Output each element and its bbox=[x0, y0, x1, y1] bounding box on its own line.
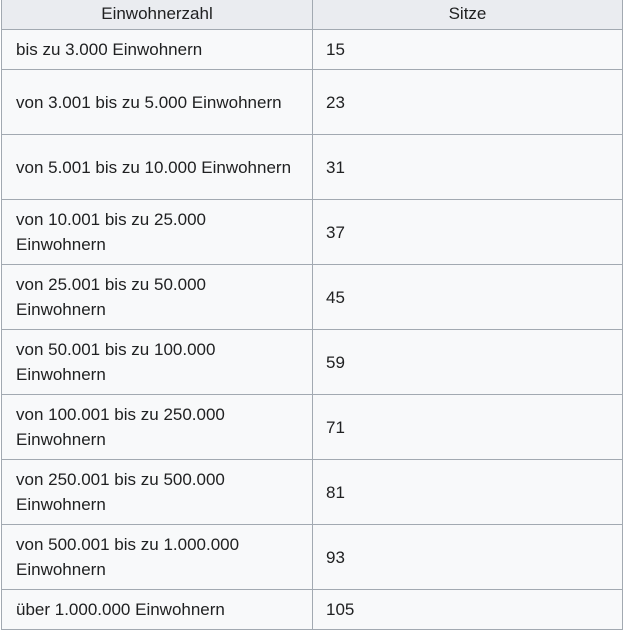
seats-cell: 45 bbox=[313, 265, 623, 330]
population-range-cell: von 5.001 bis zu 10.000 Einwohnern bbox=[2, 135, 313, 200]
table-body bbox=[2, 30, 623, 630]
table-row bbox=[2, 265, 623, 330]
header-population[interactable]: Einwohnerzahl bbox=[2, 0, 313, 30]
population-range-cell: von 500.001 bis zu 1.000.000 Einwohnern bbox=[2, 525, 313, 590]
table-row bbox=[2, 30, 623, 70]
table-row bbox=[2, 70, 623, 135]
table-row bbox=[2, 330, 623, 395]
table-header bbox=[2, 0, 623, 30]
seats-cell: 23 bbox=[313, 70, 623, 135]
seats-cell: 71 bbox=[313, 395, 623, 460]
population-range-cell: von 250.001 bis zu 500.000 Einwohnern bbox=[2, 460, 313, 525]
seats-cell: 31 bbox=[313, 135, 623, 200]
seats-cell: 93 bbox=[313, 525, 623, 590]
header-seats[interactable]: Sitze bbox=[313, 0, 623, 30]
population-range-cell: bis zu 3.000 Einwohnern bbox=[2, 30, 313, 70]
seats-table bbox=[1, 0, 623, 630]
population-range-cell: von 100.001 bis zu 250.000 Einwohnern bbox=[2, 395, 313, 460]
table-row bbox=[2, 525, 623, 590]
seats-cell: 15 bbox=[313, 30, 623, 70]
seats-cell: 81 bbox=[313, 460, 623, 525]
table-row bbox=[2, 395, 623, 460]
table-row bbox=[2, 590, 623, 630]
seats-cell: 37 bbox=[313, 200, 623, 265]
table-row bbox=[2, 460, 623, 525]
population-range-cell: von 50.001 bis zu 100.000 Einwohnern bbox=[2, 330, 313, 395]
table-row bbox=[2, 135, 623, 200]
population-range-cell: über 1.000.000 Einwohnern bbox=[2, 590, 313, 630]
population-range-cell: von 25.001 bis zu 50.000 Einwohnern bbox=[2, 265, 313, 330]
seats-cell: 105 bbox=[313, 590, 623, 630]
seats-cell: 59 bbox=[313, 330, 623, 395]
population-range-cell: von 3.001 bis zu 5.000 Einwohnern bbox=[2, 70, 313, 135]
table-row bbox=[2, 200, 623, 265]
population-range-cell: von 10.001 bis zu 25.000 Einwohnern bbox=[2, 200, 313, 265]
header-row bbox=[2, 0, 623, 30]
